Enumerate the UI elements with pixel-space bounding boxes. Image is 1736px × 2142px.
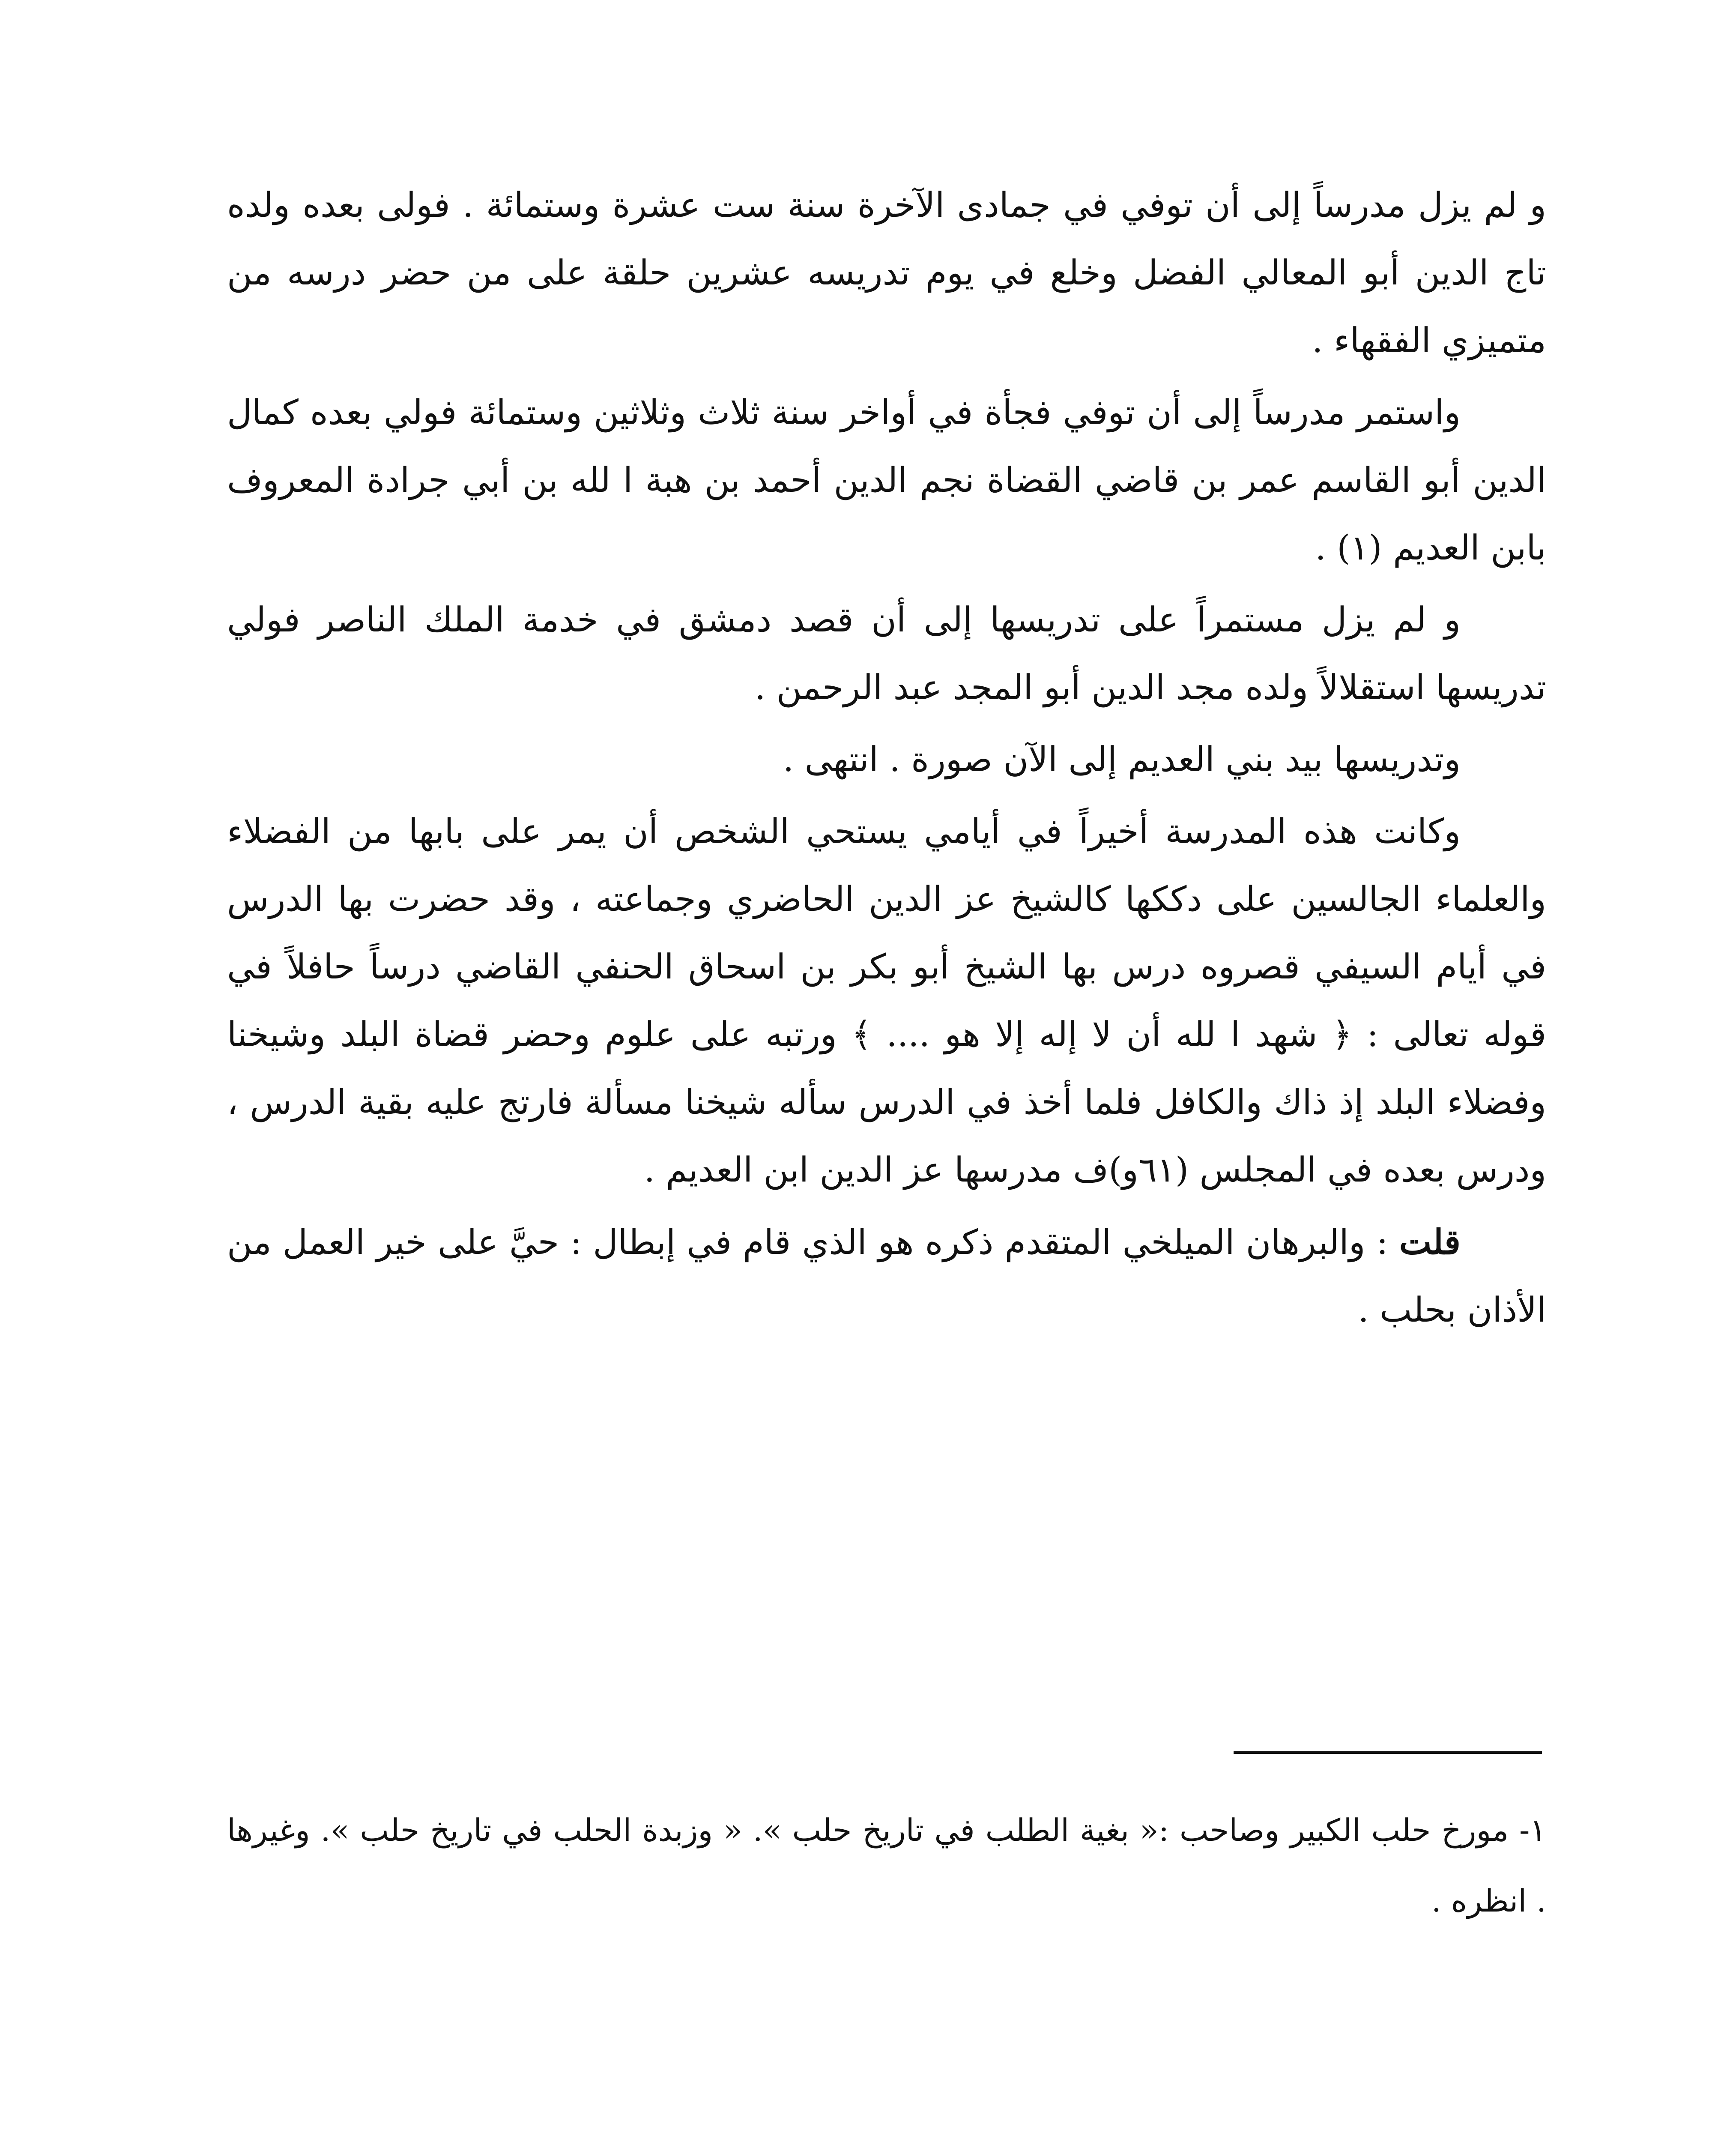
paragraph-text: و لم يزل مستمراً على تدريسها إلى أن قصد دمشق في خدمة الملك الناصر فولي تدريسها استقلالاً ولده مجد الدين أبو المجد عبد الرحمن . — [227, 600, 1546, 707]
paragraph-1 — [227, 171, 1546, 374]
paragraph-4 — [227, 726, 1546, 793]
paragraph-2 — [227, 379, 1546, 582]
paragraph-lead-word: قلت — [1399, 1222, 1461, 1262]
footnote — [227, 1795, 1546, 1936]
footnote-divider — [1234, 1751, 1542, 1754]
paragraph-3 — [227, 586, 1546, 721]
paragraph-text: وكانت هذه المدرسة أخيراً في أيامي يستحي الشخص أن يمر على بابها من الفضلاء والعلماء الجالسين على دككها كالشيخ عز الدين الحاضري وجماعته ، وقد حضرت بها الدرس في أيام السيفي قصروه درس بها الشيخ أبو بكر بن اسحاق الحنفي القاضي درساً حافلاً في قوله تعالى : ﴿ شهد ا لله أن لا إله إلا هو .... ﴾ ورتبه على علوم وحضر قضاة البلد وشيخنا وفضلاء البلد إذ ذاك والكافل فلما أخذ في الدرس سأله شيخنا مسألة فارتج عليه بقية الدرس ، ودرس بعده في المجلس (٦١و)ف مدرسها عز الدين ابن العديم . — [227, 811, 1546, 1190]
main-text — [227, 171, 1546, 1348]
paragraph-6 — [227, 1208, 1546, 1344]
paragraph-text: وتدريسها بيد بني العديم إلى الآن صورة . انتهى . — [783, 739, 1461, 779]
paragraph-text: و لم يزل مدرساً إلى أن توفي في جمادى الآخرة سنة ست عشرة وستمائة . فولى بعده ولده تاج الدين أبو المعالي الفضل وخلع في يوم تدريسه عشرين حلقة على من حضر درسه من متميزي الفقهاء . — [227, 185, 1546, 360]
footnote-text: ١- مورخ حلب الكبير وصاحب :« بغية الطلب في تاريخ حلب ». « وزبدة الحلب في تاريخ حلب ». وغيرها . انظره . — [227, 1812, 1546, 1919]
paragraph-5 — [227, 798, 1546, 1204]
paragraph-text: واستمر مدرساً إلى أن توفي فجأة في أواخر سنة ثلاث وثلاثين وستمائة فولي بعده كمال الدين أبو القاسم عمر بن قاضي القضاة نجم الدين أحمد بن هبة ا لله بن أبي جرادة المعروف بابن العديم (١) . — [227, 392, 1546, 568]
paragraph-text: : والبرهان الميلخي المتقدم ذكره هو الذي قام في إبطال : حيَّ على خير العمل من الأذان بحلب . — [227, 1222, 1546, 1330]
